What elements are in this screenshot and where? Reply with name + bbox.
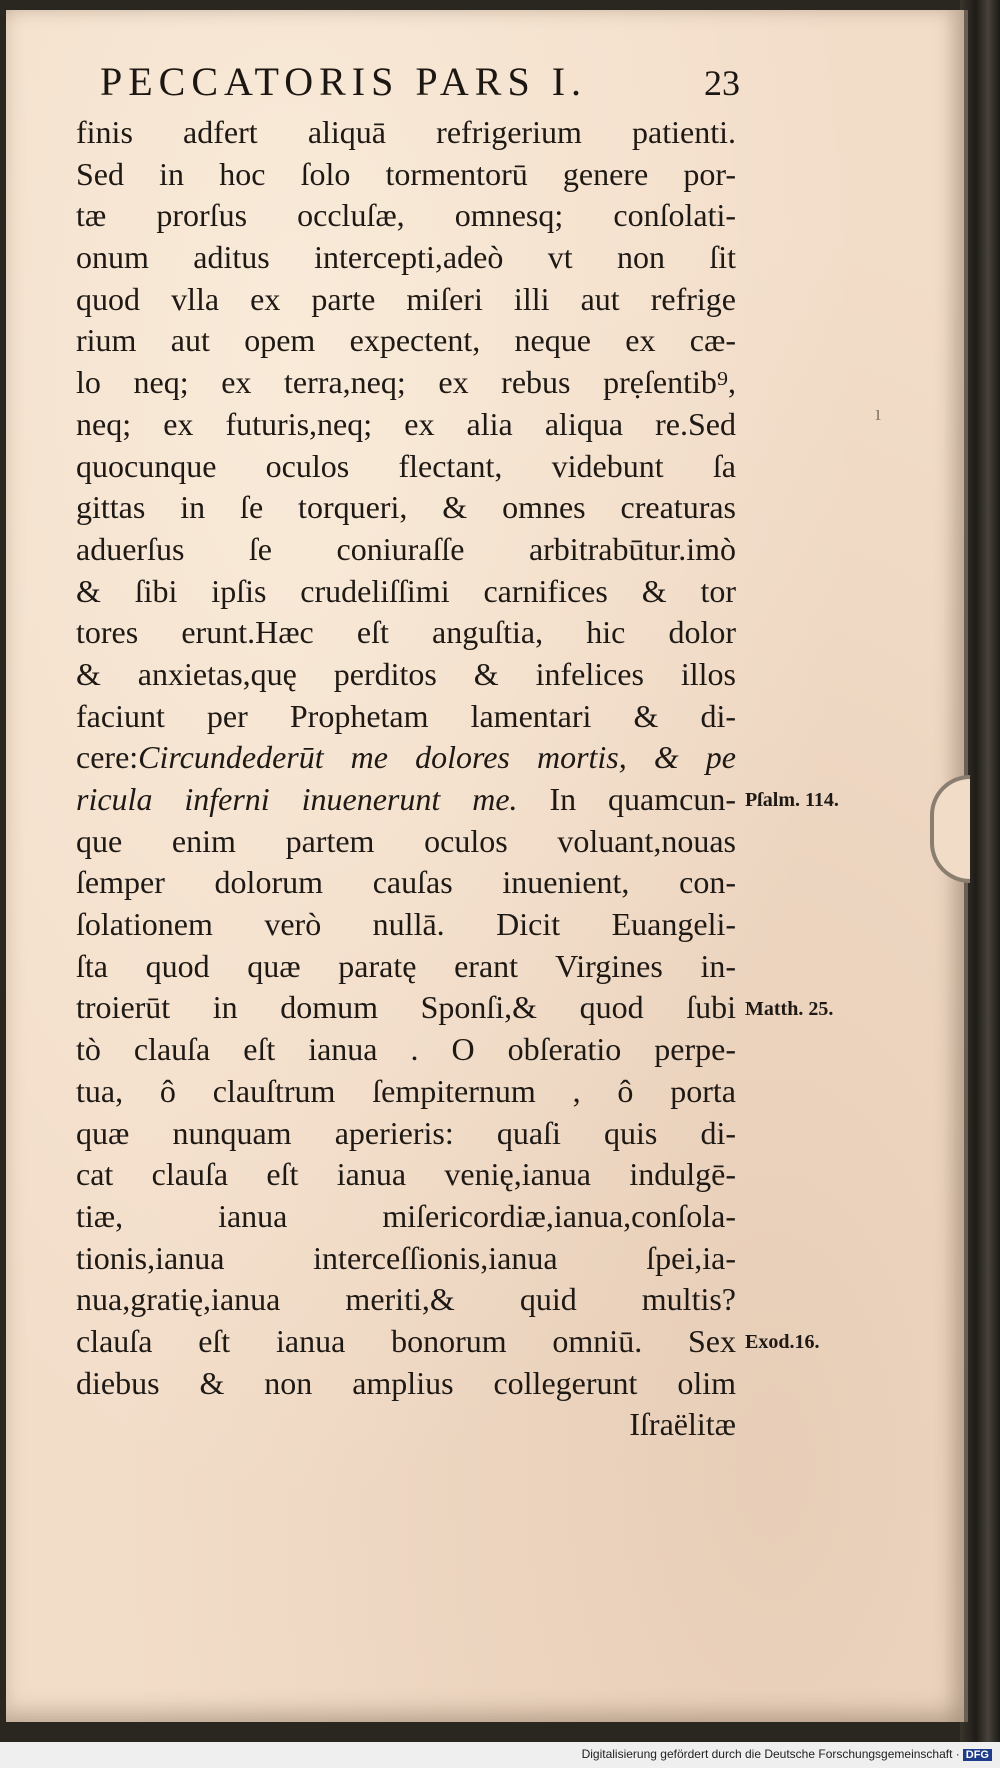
text-line xyxy=(76,1279,736,1321)
text-line xyxy=(76,654,736,696)
text-segment: tores erunt.Hæc eſt anguſtia, hic dolor xyxy=(76,614,736,651)
text-line xyxy=(76,1404,736,1446)
text-line xyxy=(76,612,736,654)
text-segment: ſta quod quæ paratę erant Virgines in- xyxy=(76,947,736,984)
text-segment: ſemper dolorum cauſas inuenient, con- xyxy=(76,864,736,901)
text-segment: neq; ex futuris,neq; ex alia aliqua re.Sed xyxy=(76,405,736,442)
text-segment: lo neq; ex terra,neq; ex rebus prẹſentib⁹, xyxy=(76,364,736,401)
text-body xyxy=(76,112,736,1446)
text-segment: In quamcun- xyxy=(517,781,736,817)
text-line xyxy=(76,1029,736,1071)
text-segment: quod vlla ex parte miſeri illi aut refrige xyxy=(76,280,736,317)
text-segment: Iſraëlitæ xyxy=(629,1406,736,1443)
text-segment: ſolationem verò nullā. Dicit Euangeli- xyxy=(76,906,736,943)
text-line xyxy=(76,237,736,279)
text-segment: tò clauſa eſt ianua . O obſeratio perpe- xyxy=(76,1031,736,1068)
text-segment: clauſa eſt ianua bonorum omniū. Sex xyxy=(76,1322,736,1359)
italic-quote: ricula inferni inuenerunt me. xyxy=(76,781,518,817)
text-segment: quæ nunquam aperieris: quaſi quis di- xyxy=(76,1114,736,1151)
text-line xyxy=(76,404,736,446)
margin-note: Exod.16. xyxy=(745,1331,820,1354)
text-segment: cere: xyxy=(76,739,139,776)
text-line xyxy=(76,987,736,1029)
text-segment: onum aditus intercepti,adeò vt non ſit xyxy=(76,239,736,276)
text-segment: & ſibi ipſis crudeliſſimi carnifices & tor xyxy=(76,572,736,609)
text-line xyxy=(76,154,736,196)
text-line xyxy=(76,1113,736,1155)
running-header xyxy=(100,58,740,105)
text-line xyxy=(76,1321,736,1363)
text-segment: aduerſus ſe coniuraſſe arbitrabūtur.imò xyxy=(76,530,736,567)
text-segment: quocunque oculos flectant, videbunt ſa xyxy=(76,447,736,484)
text-segment: & anxietas,quę perditos & infelices illos xyxy=(76,655,736,692)
text-line xyxy=(76,737,736,779)
text-line xyxy=(76,362,736,404)
text-line xyxy=(76,112,736,154)
text-segment: cat clauſa eſt ianua venię,ianua indulgē- xyxy=(76,1156,736,1193)
text-segment: diebus & non amplius collegerunt olim xyxy=(76,1364,736,1401)
text-segment: nua,gratię,ianua meriti,& quid multis? xyxy=(76,1281,736,1318)
text-line xyxy=(76,571,736,613)
text-line xyxy=(76,862,736,904)
text-segment: Sed in hoc ſolo tormentorū genere por- xyxy=(76,155,736,192)
text-line xyxy=(76,1196,736,1238)
credit-text: Digitalisierung gefördert durch die Deutsche Forschungsgemeinschaft · xyxy=(581,1747,960,1761)
text-line xyxy=(76,279,736,321)
text-segment: finis adfert aliquā refrigerium patienti. xyxy=(76,114,736,150)
text-line xyxy=(76,529,736,571)
text-segment: tiæ, ianua miſericordiæ,ianua,conſola- xyxy=(76,1197,736,1234)
text-line xyxy=(76,1363,736,1405)
text-line xyxy=(76,320,736,362)
text-line xyxy=(76,487,736,529)
digitization-credit xyxy=(582,1747,992,1761)
text-segment: gittas in ſe torqueri, & omnes creaturas xyxy=(76,489,736,526)
text-segment: tua, ô clauſtrum ſempiternum , ô porta xyxy=(76,1072,736,1109)
page-number: 23 xyxy=(704,63,740,103)
text-line xyxy=(76,1238,736,1280)
text-segment: troierūt in domum Sponſi,& quod ſubi xyxy=(76,989,736,1026)
text-line xyxy=(76,946,736,988)
margin-mark: ı xyxy=(875,400,882,425)
text-line xyxy=(76,1154,736,1196)
text-segment: tionis,ianua interceſſionis,ianua ſpei,ia- xyxy=(76,1239,736,1276)
margin-note: Pſalm. 114. xyxy=(745,789,839,812)
dfg-logo: DFG xyxy=(963,1749,992,1761)
margin-note: Matth. 25. xyxy=(745,997,834,1020)
text-line xyxy=(76,779,736,821)
italic-quote: Circundederūt me dolores mortis, & pe xyxy=(138,739,736,776)
text-line xyxy=(76,1071,736,1113)
text-line xyxy=(76,446,736,488)
text-segment: que enim partem oculos voluant,nouas xyxy=(76,822,736,859)
text-segment: rium aut opem expectent, neque ex cæ- xyxy=(76,322,736,359)
text-segment: faciunt per Prophetam lamentari & di- xyxy=(76,697,736,734)
text-line xyxy=(76,195,736,237)
text-line xyxy=(76,821,736,863)
running-title: PECCATORIS PARS I. xyxy=(100,59,588,104)
text-segment: tæ prorſus occluſæ, omnesq; conſolati- xyxy=(76,197,736,234)
text-line xyxy=(76,696,736,738)
text-line xyxy=(76,904,736,946)
